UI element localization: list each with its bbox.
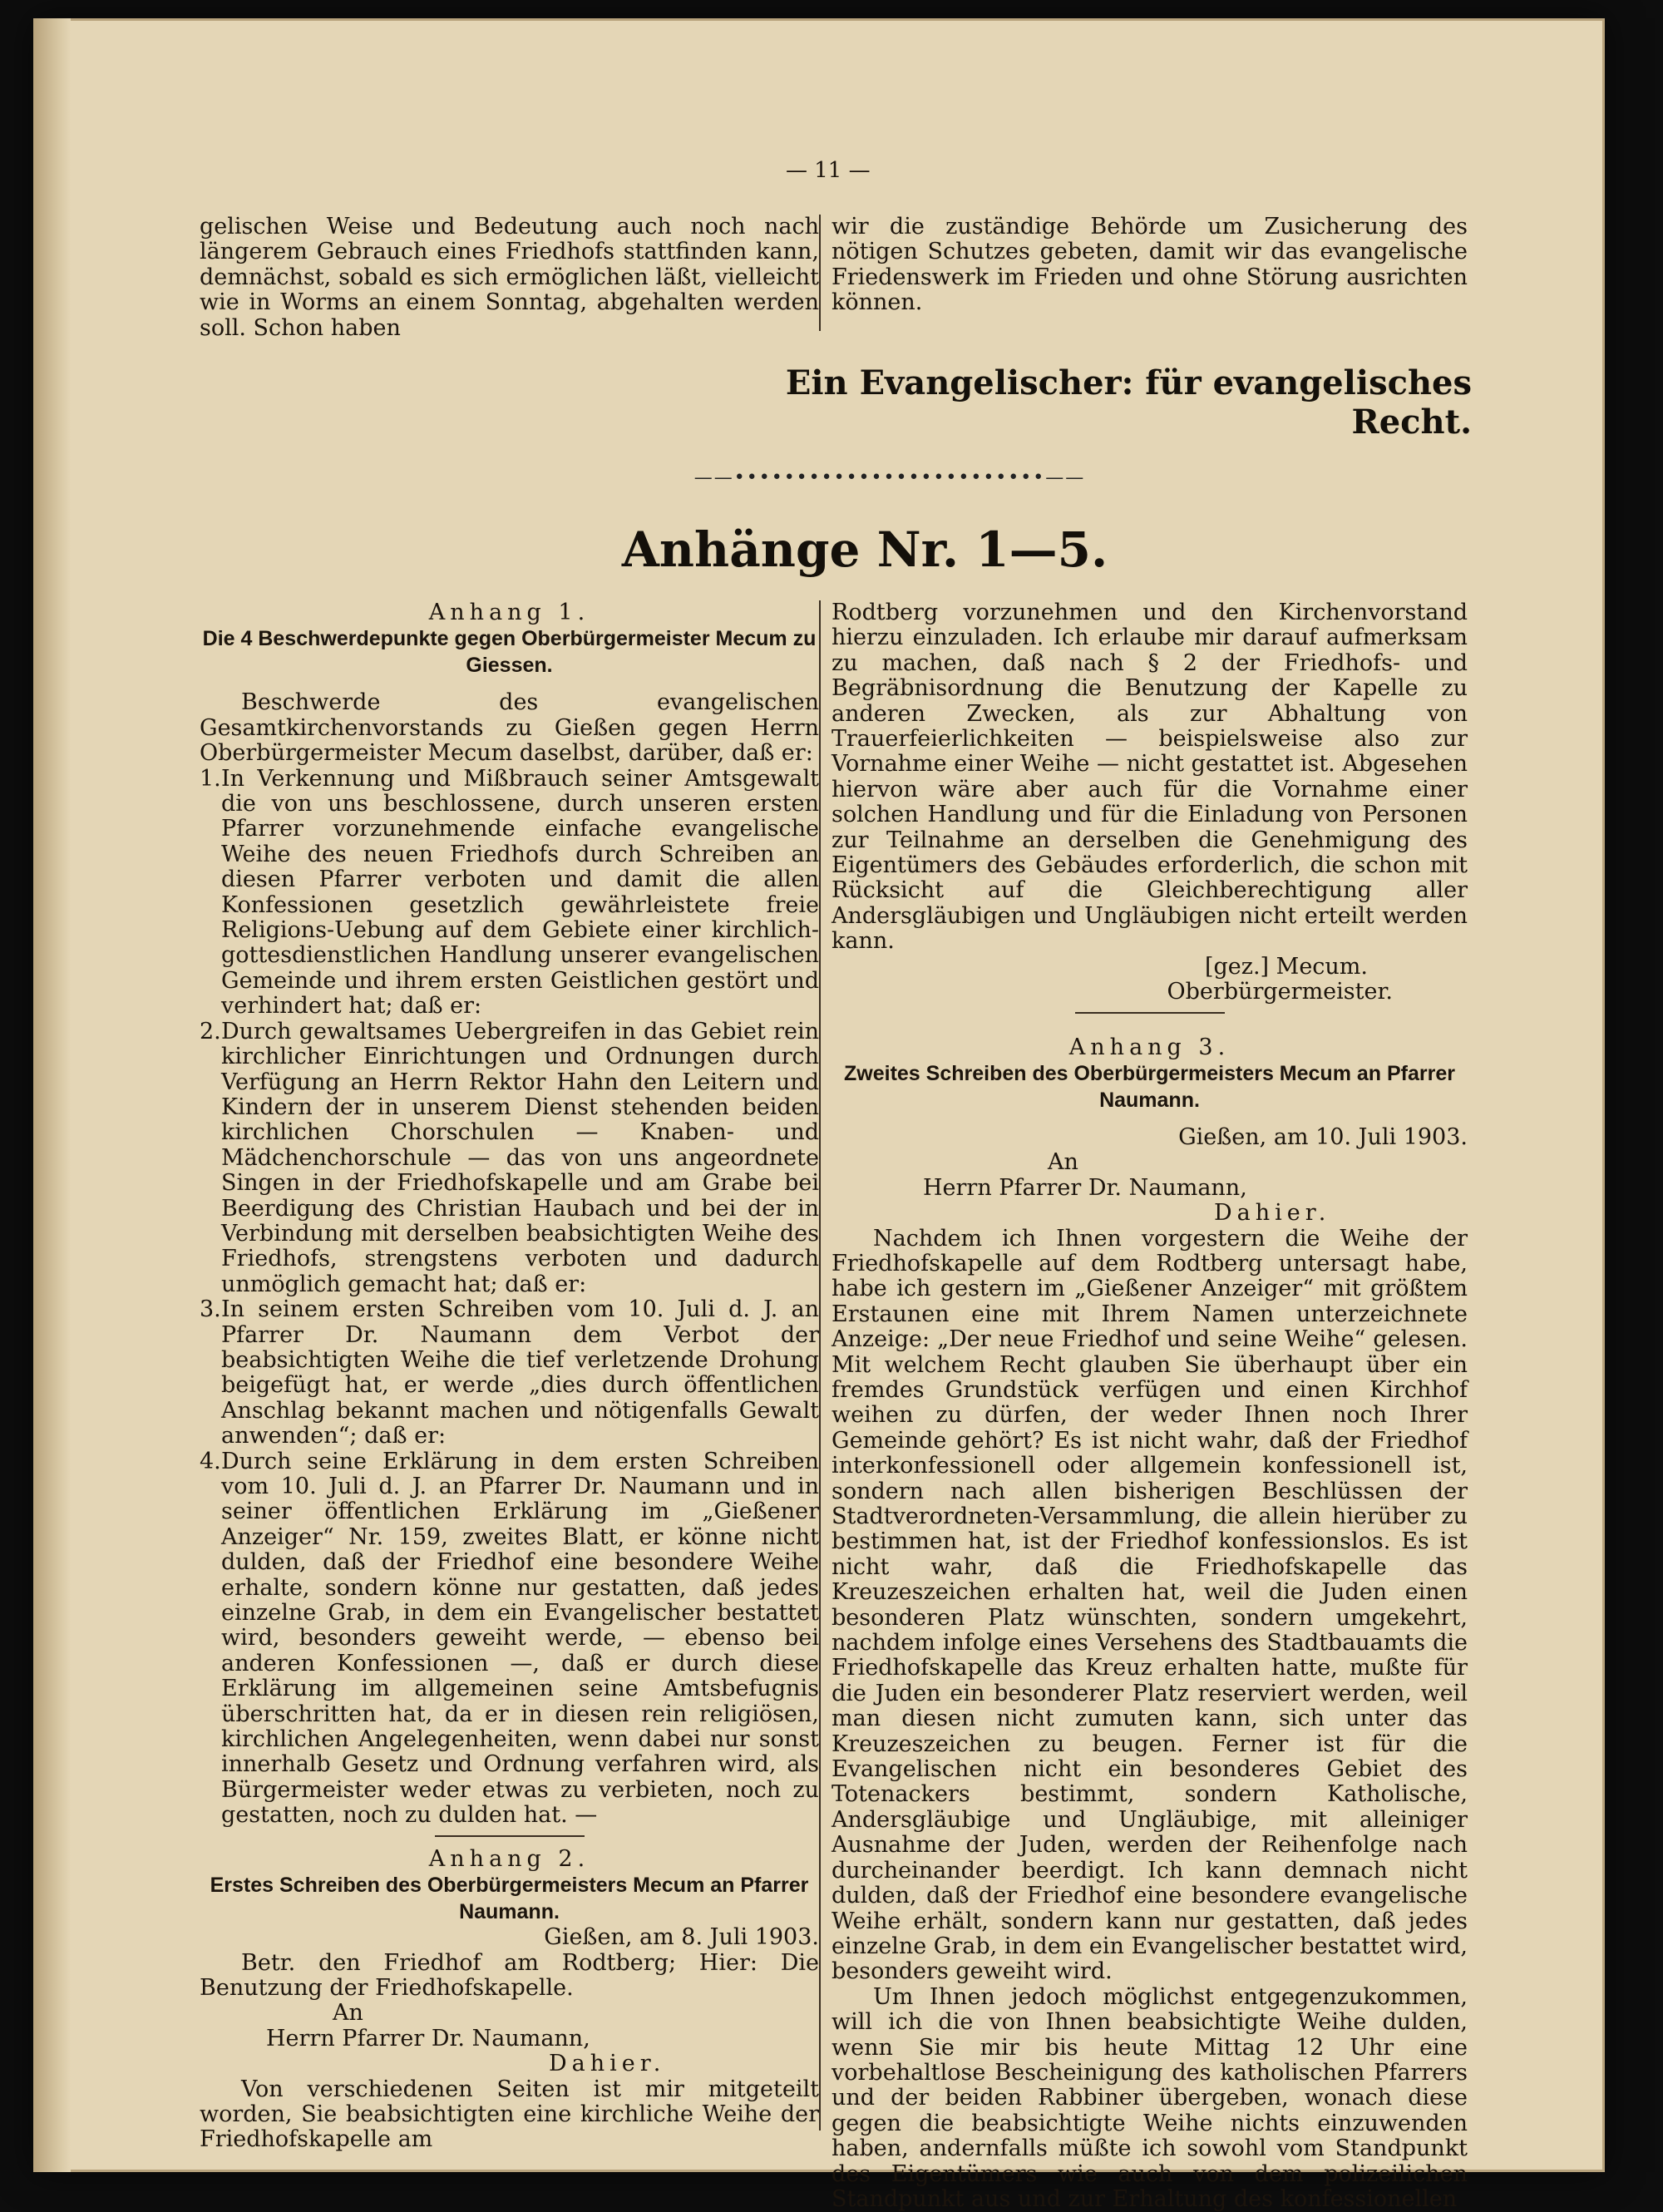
anhang3-para1: Nachdem ich Ihnen vorgestern die Weihe der Friedhofskapelle auf dem Rodtberg untersagt habe, habe ich gestern im „Gießener Anzeiger“ mit größtem Erstaunen eine mit Ihrem Namen unterzeichnete Anzeige: „Der neue Friedhof und seine Weihe“ gelesen. Mit welchem Recht glauben Sie überhaupt über ein fremdes Grundstück verfügen und einen Kirchhof weihen zu dürfen, der weder Ihnen noch Ihrer Gemeinde gehört? Es ist nicht wahr, daß der Friedhof interkonfessionell oder allgemein konfessionell ist, sondern nach allen bisherigen Beschlüssen der Stadtverordneten-Versammlung, die allein hierüber zu bestimmen hat, ist der Friedhof konfessionslos. Es ist nicht wahr, daß die Friedhofskapelle das Kreuzeszeichen erhalten hat, weil die Juden einen besonderen Platz wünschten, sondern umgekehrt, nachdem infolge eines Versehens des Stadtbauamts die Friedhofskapelle das Kreuz erhalten hatte, mußte für die Juden ein besonderer Platz reserviert werden, weil man diesen nicht zumuten kann, sich unter das Kreuzeszeichen zu beugen. Ferner ist für die Evangelischen nicht ein besonderes Gebiet des Totenackers bestimmt, sondern Katholische, Andersgläubige und Ungläubige, mit alleiniger Ausnahme der Juden, werden der Reihenfolge nach durcheinander beerdigt. Ich kann demnach nicht dulden, daß der Friedhof eine besondere evangelische Weihe erhält, sondern kann nur gestatten, daß jedes einzelne Grab, in dem ein Evangelischer bestattet wird, besonders geweiht wird. [832,1225,1468,1985]
top-left-column [200,215,819,341]
document-page [33,18,1605,2212]
anhang2-date: Gießen, am 8. Juli 1903. [544,1924,819,1951]
anhang2-addressee: Herrn Pfarrer Dr. Naumann, [266,2025,590,2052]
anhang3-heading: Zweites Schreiben des Oberbürgermeisters Mecum an Pfarrer Naumann. [844,1061,1455,1112]
anhang2-body-start: Von verschiedenen Seiten ist mir mitgeteilt worden, Sie beabsichtigten eine kirchliche Weihe der Friedhofskapelle am [200,2076,819,2153]
anhang2-label: Anhang 2. [428,1845,590,1872]
top-column-divider [819,215,821,331]
anhang3-para2: Um Ihnen jedoch möglichst entgegenzukommen, will ich die von Ihnen beabsichtigte Weihe dulden, wenn Sie mir bis heute Mittag 12 Uhr eine vorbehaltlose Bescheinigung des katholischen Pfarrers und der beiden Rabbiner übergeben, wonach diese gegen die beabsichtigte Weihe nichts einzuwenden haben, andernfalls müßte ich sowohl vom Standpunkt des Eigentümers wie auch von dem polizeilichen Standpunkt aus und zur Erhaltung des konfessionellen [832,1983,1468,2212]
anhang3-an: An [1048,1149,1078,1176]
anhang3-date: Gießen, am 10. Juli 1903. [1178,1123,1468,1150]
left-column [200,600,819,2153]
anhang2-subject: Betr. den Friedhof am Rodtberg; Hier: Die Benutzung der Friedhofskapelle. [200,1949,819,2001]
anhang2-dahier: Dahier. [549,2051,666,2077]
top-right-column [832,215,1468,316]
anhang3-label: Anhang 3. [1068,1034,1231,1060]
ornamental-divider: ——•••••••••••••••••••••••••—— [693,467,1086,488]
anhang2-signed-title: Oberbürgermeister. [1167,979,1393,1005]
column-divider [819,600,821,2131]
right-column [832,600,1468,2212]
list-item-number: 1. [200,765,221,792]
anhang1-heading: Die 4 Beschwerdepunkte gegen Oberbürgermeister Mecum zu Giessen. [202,627,817,678]
list-item-number: 4. [200,1448,221,1474]
list-item-text: Durch gewaltsames Uebergreifen in das Gebiet rein kirchlicher Einrichtungen und Ordnungen durch Verfügung an Herrn Rektor Hahn den Leitern und Kindern der in unserem Dienst stehenden beiden kirchlichen Chorschulen — Knaben- und Mädchenchorschule — das von uns angeordnete Singen in der Friedhofskapelle und am Grabe bei Beerdigung des Christian Haubach und bei der in Verbindung mit derselben beabsichtigten Weihe des Friedhofs, strengstens verboten und dadurch unmöglich gemacht hat; daß er: [221,1018,819,1297]
top-left-text: gelischen Weise und Bedeutung auch noch nach längerem Gebrauch eines Friedhofs stattfinden kann, demnächst, sobald es sich ermöglichen läßt, vielleicht wie in Worms an einem Sonntag, abgehalten werden soll. Schon haben [200,214,819,341]
list-item-number: 2. [200,1018,221,1044]
section-divider [1075,1012,1225,1014]
anhang3-dahier: Dahier. [1214,1200,1331,1227]
anhang2-signed: [gez.] Mecum. [1204,953,1368,980]
signature-line: Ein Evangelischer: für evangelisches Recht. [785,363,1472,442]
book-gutter [33,18,71,2172]
anhang3-addressee: Herrn Pfarrer Dr. Naumann, [923,1174,1247,1201]
page-number: — 11 — [786,158,871,183]
anhang2-an: An [333,2000,363,2027]
anhang1-label: Anhang 1. [428,600,590,625]
anhang2-heading: Erstes Schreiben des Oberbürgermeisters Mecum an Pfarrer Naumann. [210,1874,809,1924]
list-item-text: In Verkennung und Mißbrauch seiner Amtsgewalt die von uns beschlossene, durch unseren ersten Pfarrer vorzunehmende einfache evangelische Weihe des neuen Friedhofs durch Schreiben an diesen Pfarrer verboten und damit die allen Konfessionen gesetzlich gewährleistete freie Religions-Uebung auf dem Gebiete einer kirchlich-gottesdienstlichen Handlung unserer evangelischen Gemeinde und ihrem ersten Geistlichen gestört und verhindert hat; daß er: [221,765,819,1020]
list-item-number: 3. [200,1296,221,1323]
list-item [200,1297,819,1449]
anhang1-intro: Beschwerde des evangelischen Gesamtkirchenvorstands zu Gießen gegen Herrn Oberbürgermeister Mecum daselbst, darüber, daß er: [200,689,819,767]
main-title: Anhänge Nr. 1—5. [621,521,1108,578]
top-right-text: wir die zuständige Behörde um Zusicherung des nötigen Schutzes gebeten, damit wir das evangelische Friedenswerk im Frieden und ohne Störung ausrichten können. [832,214,1468,316]
anhang2-body-cont: Rodtberg vorzunehmen und den Kirchenvorstand hierzu einzuladen. Ich erlaube mir darauf aufmerksam zu machen, daß nach § 2 der Friedhofs- und Begräbnisordnung die Benutzung der Kapelle zu anderen Zwecken, als zur Abhaltung von Trauerfeierlichkeiten — beispielsweise also zur Vornahme einer Weihe — nicht gestattet ist. Abgesehen hiervon wäre aber auch für die Vornahme einer solchen Handlung und für die Einladung von Personen zur Teilnahme an derselben die Genehmigung des Eigentümers des Gebäudes erforderlich, die schon mit Rücksicht auf die Gleichberechtigung aller Andersgläubigen und Ungläubigen nicht erteilt werden kann. [832,600,1468,955]
list-item [200,1020,819,1297]
list-item [200,1449,819,1829]
list-item-text: In seinem ersten Schreiben vom 10. Juli d. J. an Pfarrer Dr. Naumann dem Verbot der beabsichtigten Weihe die tief verletzende Drohung beigefügt hat, er werde „dies durch öffentlichen Anschlag bekannt machen und nötigenfalls Gewalt anwenden“; daß er: [221,1296,819,1449]
list-item-text: Durch seine Erklärung in dem ersten Schreiben vom 10. Juli d. J. an Pfarrer Dr. Naumann und in seiner öffentlichen Erklärung im „Gießener Anzeiger“ Nr. 159, zweites Blatt, er könne nicht dulden, daß der Friedhof eine besondere Weihe erhalte, sondern könne nur gestatten, daß jedes einzelne Grab, in dem ein Evangelischer bestattet wird, besonders geweiht werde, — ebenso bei anderen Konfessionen —, daß er durch diese Erklärung im allgemeinen seine Amtsbefugnis überschritten hat, da er in diesen rein religiösen, kirchlichen Angelegenheiten, wenn dabei nur sonst innerhalb Gesetz und Ordnung verfahren wird, als Bürgermeister weder etwas zu verbieten, noch zu gestatten, noch zu dulden hat. — [221,1448,819,1829]
list-item [200,767,819,1020]
section-divider [435,1835,585,1837]
